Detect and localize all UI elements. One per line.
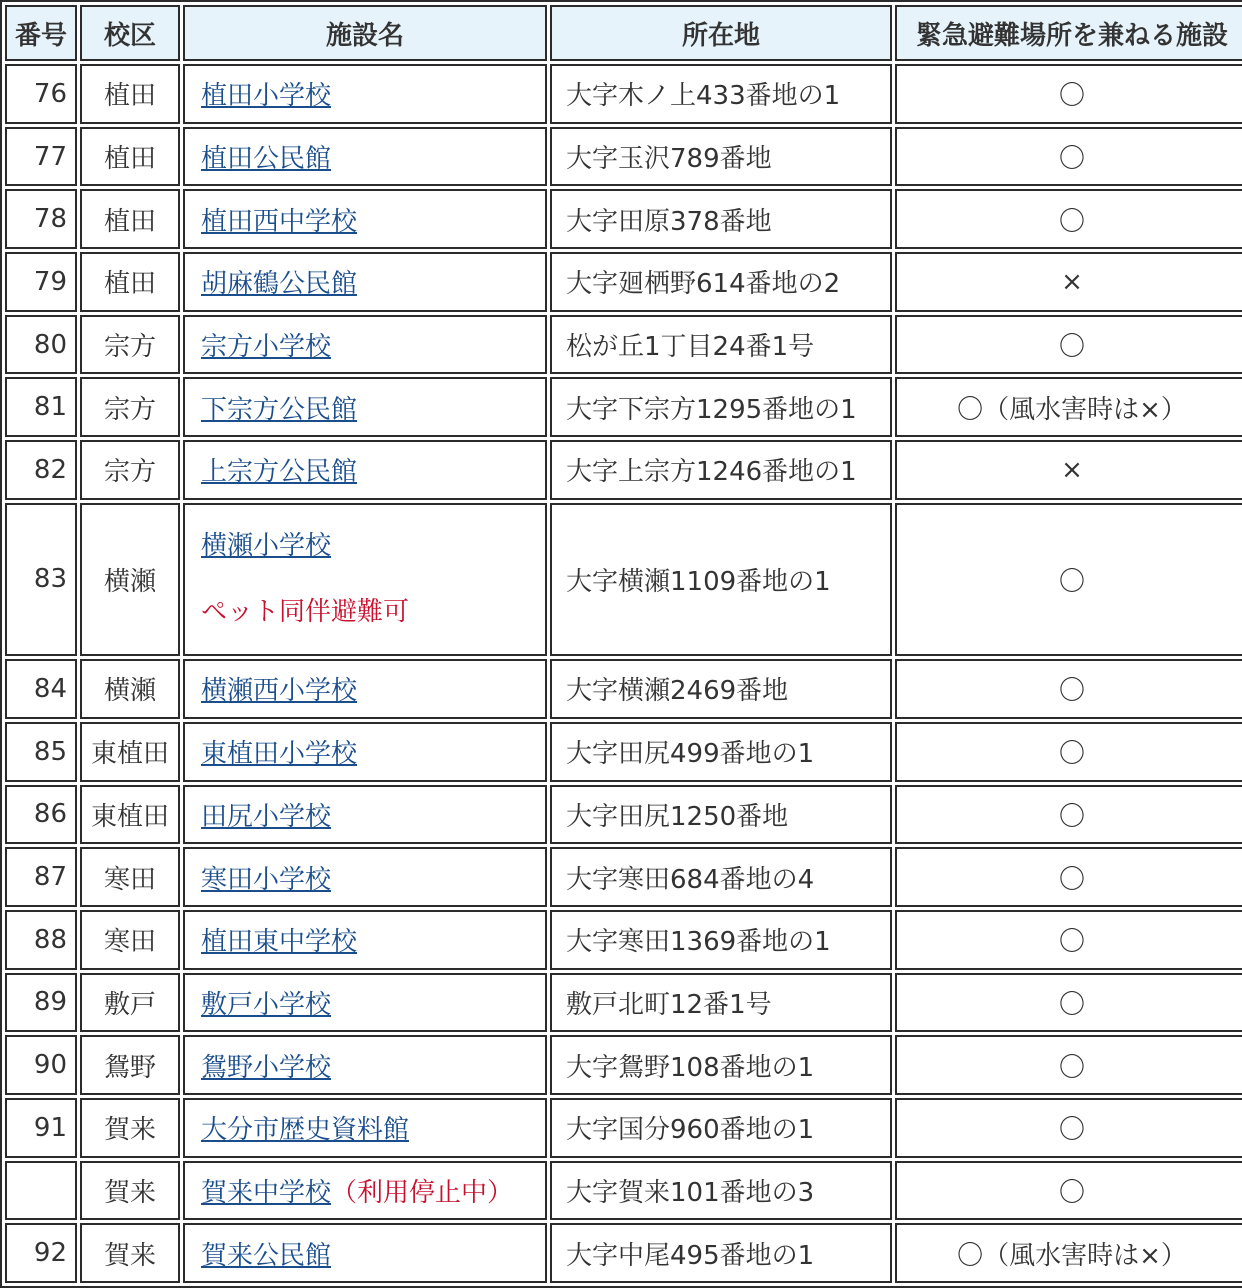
- table-row: [5, 1035, 1242, 1095]
- row-district: 東植田: [80, 722, 180, 782]
- row-address: 大字寒田1369番地の1: [550, 910, 892, 970]
- row-emergency: 〇: [895, 503, 1242, 656]
- row-address: 大字横瀬2469番地: [550, 659, 892, 719]
- row-facility: [183, 659, 547, 719]
- row-emergency: 〇: [895, 847, 1242, 907]
- row-district: 宗方: [80, 377, 180, 437]
- row-address: 大字国分960番地の1: [550, 1098, 892, 1158]
- table-row: [5, 973, 1242, 1033]
- facility-link[interactable]: 下宗方公民館: [201, 394, 358, 425]
- facility-link[interactable]: 敷戸小学校: [201, 989, 332, 1020]
- row-emergency: 〇: [895, 1098, 1242, 1158]
- header-district: 校区: [80, 5, 180, 61]
- row-emergency: 〇: [895, 973, 1242, 1033]
- row-address: 大字田尻1250番地: [550, 785, 892, 845]
- header-facility: 施設名: [183, 5, 547, 61]
- row-facility: [183, 503, 547, 656]
- row-emergency: 〇: [895, 1161, 1242, 1221]
- table-row: [5, 910, 1242, 970]
- row-facility: [183, 377, 547, 437]
- row-facility: [183, 910, 547, 970]
- row-district: 植田: [80, 64, 180, 124]
- row-emergency: 〇（風水害時は×）: [895, 1223, 1242, 1283]
- facility-block: [201, 513, 537, 645]
- facility-link[interactable]: 横瀬西小学校: [201, 676, 358, 707]
- facility-link[interactable]: 上宗方公民館: [201, 457, 358, 488]
- row-number: 80: [5, 315, 77, 375]
- row-district: 寒田: [80, 910, 180, 970]
- row-emergency: 〇: [895, 64, 1242, 124]
- row-facility: [183, 64, 547, 124]
- row-district: 植田: [80, 127, 180, 187]
- row-address: 大字田原378番地: [550, 189, 892, 249]
- table-row: [5, 1161, 1242, 1221]
- row-number: 83: [5, 503, 77, 656]
- facility-link[interactable]: 横瀬小学校: [201, 531, 332, 562]
- facility-link[interactable]: 大分市歴史資料館: [201, 1115, 410, 1146]
- facility-line: [201, 513, 537, 579]
- row-number: 88: [5, 910, 77, 970]
- row-number: 85: [5, 722, 77, 782]
- table-row: [5, 377, 1242, 437]
- row-district: 東植田: [80, 785, 180, 845]
- table-row: [5, 847, 1242, 907]
- facility-link[interactable]: 植田公民館: [201, 144, 332, 174]
- row-facility: [183, 785, 547, 845]
- row-number: [5, 1161, 77, 1221]
- facility-link[interactable]: 植田小学校: [201, 81, 332, 112]
- row-facility: [183, 189, 547, 249]
- row-district: 横瀬: [80, 659, 180, 719]
- table-row: [5, 785, 1242, 845]
- pet-allowed-note: ペット同伴避難可: [201, 597, 410, 628]
- row-emergency: 〇: [895, 910, 1242, 970]
- row-facility: [183, 440, 547, 500]
- row-district: 賀来: [80, 1161, 180, 1221]
- row-district: 宗方: [80, 315, 180, 375]
- row-address: 大字横瀬1109番地の1: [550, 503, 892, 656]
- row-district: 賀来: [80, 1223, 180, 1283]
- row-number: 84: [5, 659, 77, 719]
- row-number: 79: [5, 252, 77, 312]
- row-facility: [183, 1035, 547, 1095]
- row-emergency: 〇: [895, 127, 1242, 187]
- row-number: 81: [5, 377, 77, 437]
- facility-link[interactable]: 宗方小学校: [201, 332, 332, 363]
- row-emergency: 〇: [895, 1035, 1242, 1095]
- row-address: 大字下宗方1295番地の1: [550, 377, 892, 437]
- table-row: [5, 64, 1242, 124]
- row-address: 大字中尾495番地の1: [550, 1223, 892, 1283]
- suspended-note: （利用停止中）: [331, 1177, 514, 1208]
- facility-link[interactable]: 鴛野小学校: [201, 1052, 332, 1083]
- header-address: 所在地: [550, 5, 892, 61]
- row-number: 90: [5, 1035, 77, 1095]
- table-row: [5, 252, 1242, 312]
- row-district: 植田: [80, 189, 180, 249]
- row-address: 大字廻栖野614番地の2: [550, 252, 892, 312]
- row-address: 松が丘1丁目24番1号: [550, 315, 892, 375]
- row-district: 植田: [80, 252, 180, 312]
- facility-link[interactable]: 田尻小学校: [201, 801, 332, 832]
- row-emergency: 〇: [895, 722, 1242, 782]
- row-number: 76: [5, 64, 77, 124]
- row-district: 鴛野: [80, 1035, 180, 1095]
- table-row: [5, 659, 1242, 719]
- row-number: 82: [5, 440, 77, 500]
- row-facility: [183, 973, 547, 1033]
- row-emergency: 〇: [895, 189, 1242, 249]
- row-number: 92: [5, 1223, 77, 1283]
- facility-link[interactable]: 賀来公民館: [201, 1240, 332, 1271]
- row-number: 86: [5, 785, 77, 845]
- row-address: 大字賀来101番地の3: [550, 1161, 892, 1221]
- table-row: [5, 189, 1242, 249]
- header-row: [5, 5, 1242, 61]
- facility-link[interactable]: 東植田小学校: [201, 739, 358, 770]
- facility-link[interactable]: 植田東中学校: [201, 927, 358, 958]
- row-emergency: ×: [895, 440, 1242, 500]
- row-emergency: 〇: [895, 785, 1242, 845]
- row-facility: [183, 1161, 547, 1221]
- row-address: 大字木ノ上433番地の1: [550, 64, 892, 124]
- row-facility: [183, 315, 547, 375]
- table-row: [5, 440, 1242, 500]
- row-address: 大字田尻499番地の1: [550, 722, 892, 782]
- row-emergency: ×: [895, 252, 1242, 312]
- row-emergency: 〇（風水害時は×）: [895, 377, 1242, 437]
- row-district: 賀来: [80, 1098, 180, 1158]
- facility-link[interactable]: 寒田小学校: [201, 864, 332, 895]
- facility-link[interactable]: 賀来中学校: [201, 1177, 332, 1208]
- row-address: 敷戸北町12番1号: [550, 973, 892, 1033]
- header-number: 番号: [5, 5, 77, 61]
- table-row: [5, 315, 1242, 375]
- table-row: [5, 503, 1242, 656]
- table-row: [5, 127, 1242, 187]
- row-district: 宗方: [80, 440, 180, 500]
- row-number: 77: [5, 127, 77, 187]
- row-facility: [183, 1223, 547, 1283]
- row-emergency: 〇: [895, 659, 1242, 719]
- row-facility: [183, 127, 547, 187]
- row-number: 91: [5, 1098, 77, 1158]
- facility-link[interactable]: 胡麻鶴公民館: [201, 269, 358, 300]
- facility-link[interactable]: 植田西中学校: [201, 206, 358, 237]
- row-address: 大字上宗方1246番地の1: [550, 440, 892, 500]
- row-district: 寒田: [80, 847, 180, 907]
- table-row: [5, 722, 1242, 782]
- row-district: 横瀬: [80, 503, 180, 656]
- row-address: 大字寒田684番地の4: [550, 847, 892, 907]
- row-emergency: 〇: [895, 315, 1242, 375]
- row-facility: [183, 722, 547, 782]
- row-facility: [183, 1098, 547, 1158]
- row-number: 87: [5, 847, 77, 907]
- row-facility: [183, 252, 547, 312]
- table-row: [5, 1098, 1242, 1158]
- row-number: 78: [5, 189, 77, 249]
- table-row: [5, 1223, 1242, 1283]
- header-emergency: 緊急避難場所を兼ねる施設: [895, 5, 1242, 61]
- row-address: 大字鴛野108番地の1: [550, 1035, 892, 1095]
- row-number: 89: [5, 973, 77, 1033]
- row-district: 敷戸: [80, 973, 180, 1033]
- row-facility: [183, 847, 547, 907]
- row-address: 大字玉沢789番地: [550, 127, 892, 187]
